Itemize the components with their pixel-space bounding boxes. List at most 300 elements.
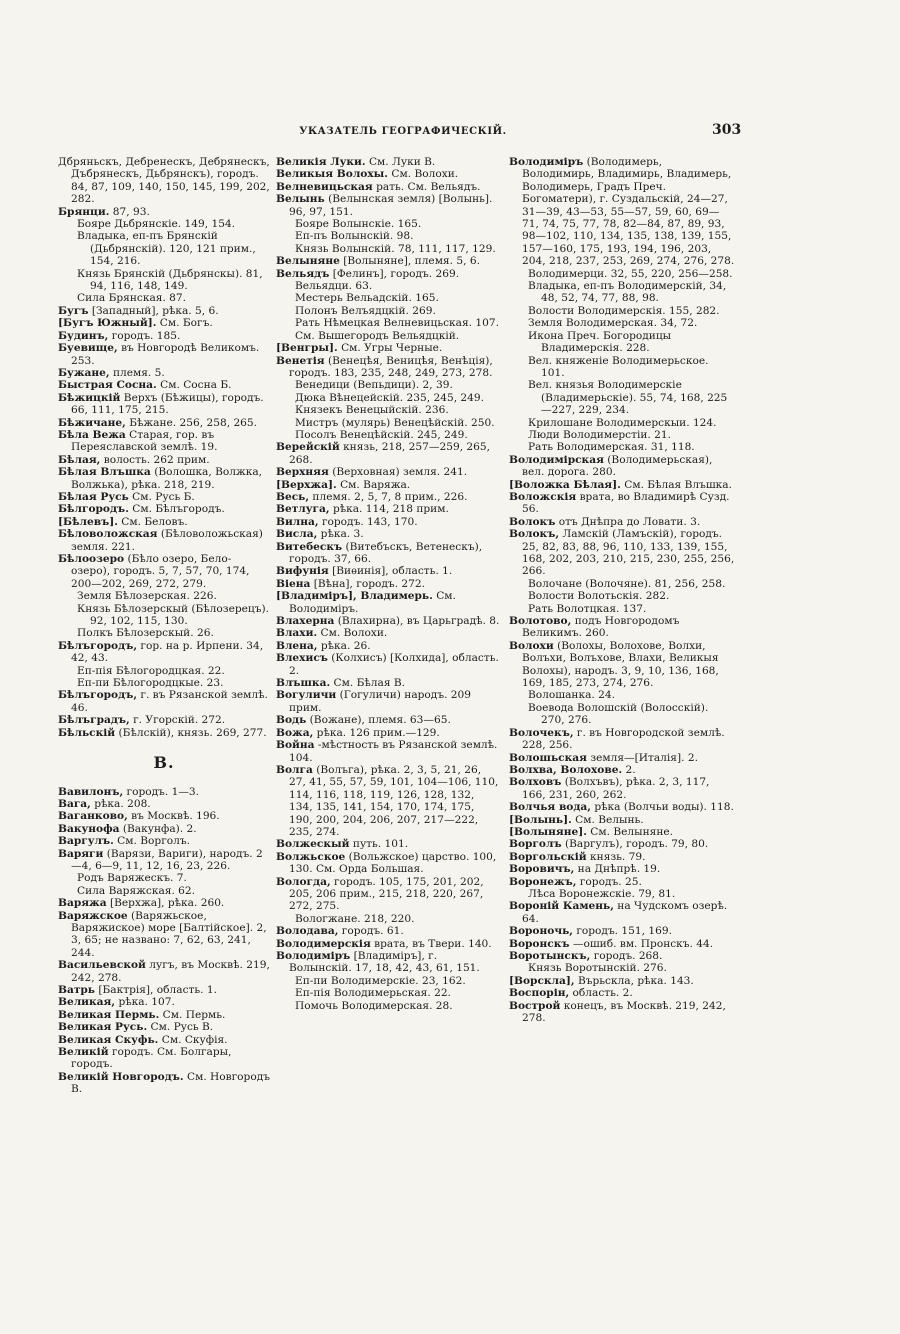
entry-text: См. Сосна Б. [160,379,232,392]
index-entry [509,1000,735,1025]
index-entry [276,714,501,726]
index-subentry [276,292,501,304]
entry-text: См. Волохи. [391,168,459,181]
running-header: УКАЗАТЕЛЬ ГЕОГРАФИЧЕСКІЙ. [299,126,507,137]
entry-text: земля—[Италія]. 2. [590,751,698,764]
index-entry [509,156,735,268]
index-subentry [509,962,735,974]
entry-headword: Волохи [509,639,554,652]
entry-text: См. Бѣлая Влъшка. [624,478,732,491]
index-entry [58,798,270,810]
entry-text: городъ. 143, 170. [321,515,418,528]
entry-text: Вологжане. 218, 220. [295,912,415,925]
entry-text: Икона Преч. Богородицы Владимерскія. 228. [528,329,672,355]
entry-text: Посолъ Венецѣйскій. 245, 249. [295,428,468,441]
index-entry [58,1034,270,1046]
entry-text: Земля Володимерская. 34, 72. [528,317,698,330]
entry-text: (Бѣлскій), князь. 269, 277. [118,726,267,739]
entry-headword: Буевище, [58,342,118,355]
entry-text: —ошиб. вм. Пронскъ. 44. [572,937,714,950]
entry-headword: Вострой [509,999,561,1012]
entry-text: на Днѣпрѣ. 19. [577,863,661,876]
entry-headword: Бѣлгородъ. [58,503,129,516]
index-entry [58,786,270,798]
entry-headword: Волхва, Волохове. [509,763,623,776]
entry-text: См. Варяжа. [340,478,411,491]
entry-headword: Верхняя [276,466,329,479]
entry-text: (Витебъскъ, Ветенескъ), городъ. 37, 66. [289,540,483,565]
entry-text: См. Волохи. [320,627,388,640]
index-subentry [58,627,270,639]
entry-headword: Великыя Волохы. [276,168,388,181]
section-letter: В. [153,753,175,773]
entry-text: г. въ Рязанской землѣ. 46. [71,689,268,714]
entry-text: (Гогуличи) народъ. 209 прим. [289,689,472,714]
entry-headword: Бѣлъгородъ, [58,639,138,652]
index-entry [509,876,735,888]
entry-text: (Волхъвъ), рѣка. 2, 3, 117, 166, 231, 260, 262. [522,776,710,801]
entry-text: г. въ Новгородской землѣ. 228, 256. [522,726,725,752]
index-subentry [276,305,501,317]
index-entry [58,959,270,984]
entry-text: См. Велыняне. [590,825,674,838]
entry-text: Князь Брянскій (Дьбрянскы). 81, 94, 116, 148, 149. [77,267,263,293]
entry-text: рѣка. 114, 218 прим. [332,503,449,516]
entry-headword: Бугъ [58,304,89,317]
entry-text: рѣка. 208. [94,797,151,810]
entry-text: См. Ворголъ. [117,835,190,848]
entry-text: Дбряньскъ, Дебренескъ, Дебрянескъ, Дъбрянескъ, Дьбрянскъ), городъ. 84, 87, 109, 140, 150, 145, 199, 202, 282. [58,156,270,206]
entry-headword: Варяжское [58,909,128,922]
entry-text: См. Беловъ. [121,515,188,528]
entry-text: Еп-пія Бѣлогородцкая. 22. [77,664,225,677]
index-subentry [276,913,501,925]
entry-text: городъ. 185. [111,329,181,342]
entry-text: Еп-пія Володимерьская. 22. [295,987,451,1000]
entry-headword: Великій Новгородъ. [58,1070,184,1083]
entry-text: 2. [625,763,636,776]
entry-headword: Бужане, [58,366,110,379]
index-entry [276,342,501,354]
index-entry [58,429,270,454]
index-subentry [58,677,270,689]
index-entry [509,776,735,801]
entry-headword: Влъшка. [276,677,331,690]
entry-text: городъ. 105, 175, 201, 202, 205, 206 прим., 215, 218, 220, 267, 272, 275. [289,875,484,913]
entry-text: (Волохы, Волохове, Волхи, Волъхи, Волъхове, Влахи, Великыя Волохы), народъ. 3, 9, 10, 136, 168, 169, 185, 273, 274, 276. [522,639,719,690]
index-subentry [58,590,270,602]
index-entry [276,255,501,267]
index-subentry [276,330,501,342]
entry-headword: Волокъ [509,515,556,528]
entry-text: См. Скуфія. [161,1033,228,1046]
entry-text: [Владиміръ], г. Волынскій. 17, 18, 42, 43, 61, 151. [289,950,480,975]
entry-headword: Бѣловоложская [58,528,158,541]
index-entry [276,938,501,950]
entry-text: (Вольжское) царство. 100, 130. См. Орда Большая. [289,850,497,876]
entry-headword: Віена [276,577,311,590]
entry-text: [Бактрія], область. 1. [98,984,218,996]
entry-headword: Волховъ [509,776,562,789]
entry-headword: Венетія [276,354,325,367]
entry-text: подъ Новгородомъ Великимъ. 260. [522,615,680,640]
index-entry [509,752,735,764]
entry-headword: Волокъ, [509,528,560,541]
entry-text: Еп-пи Володимерскіе. 23, 162. [295,974,466,987]
index-entry [58,835,270,847]
entry-text: [Западный], рѣка. 5, 6. [91,304,219,317]
index-entry [58,466,270,491]
entry-text: (Волъга), рѣка. 2, 3, 5, 21, 26, 27, 41, 55, 57, 59, 101, 104—106, 110, 114, 116, 118, 119, 126, 128, 132, 134, 135, 141, 154, 170, 174, 175, 190, 200, 204, 206, 207, 217—222, 235, 274. [289,763,499,838]
entry-headword: Воронежъ, [509,875,577,888]
entry-headword: Брянци. [58,205,110,218]
entry-headword: Вавилонъ, [58,785,124,798]
entry-text: Венедици (Вепьдици). 2, 39. [295,379,453,392]
index-entry [58,367,270,379]
index-column-2 [276,156,501,1012]
entry-text: Бояре Дьбрянскіе. 149, 154. [77,218,236,231]
entry-text: См. Богъ. [159,317,213,330]
entry-text: (Колхисъ) [Колхида], область. 2. [289,652,499,677]
entry-headword: Волотово, [509,615,572,628]
entry-text: Волости Волотьскія. 282. [528,590,670,603]
entry-text: городъ. 61. [341,925,404,938]
index-subentry [276,230,501,242]
index-subentry [276,218,501,230]
entry-headword: Вологда, [276,875,331,888]
entry-headword: Воронскъ [509,937,570,950]
entry-text: Люди Володимерстіи. 21. [528,428,671,441]
index-entry [509,640,735,690]
entry-text: путь. 101. [352,838,409,851]
entry-headword: Воргольскій [509,850,587,863]
index-entry [276,925,501,937]
entry-text: Бѣжане. 256, 258, 265. [129,416,258,429]
entry-text: рѣка. 3. [320,528,364,541]
entry-text: (Велынская земля) [Волынь]. 96, 97, 151. [289,193,493,218]
entry-headword: Бѣлъгородъ, [58,689,138,702]
index-subentry [276,987,501,999]
entry-headword: Бѣльскій [58,726,116,739]
index-entry [58,984,270,996]
entry-text: князь, 218, 257—259, 265, 268. [289,441,491,466]
entry-text: городъ. 25. [579,875,642,888]
entry-headword: Война [276,739,315,752]
entry-headword: Волчья вода, [509,801,591,814]
entry-headword: Великія Луки. [276,156,366,168]
entry-headword: Воротынскъ, [509,950,591,962]
entry-text: См. Велынь. [575,813,644,826]
index-entry [276,578,501,590]
index-entry [58,897,270,909]
index-entry [276,838,501,850]
index-entry [58,417,270,429]
entry-text: -мѣстность въ Рязанской землѣ. 104. [289,739,498,764]
index-entry [276,193,501,218]
entry-text: Лѣса Воронежскіе. 79, 81. [528,887,676,900]
entry-headword: Бѣлъградъ, [58,714,130,727]
entry-text: (Варяжьское, Варяжиское) море [Балтійское]. 2, 3, 65; не названо: 7, 62, 63, 241, 244. [71,909,267,959]
index-subentry [58,872,270,884]
index-entry [276,503,501,515]
entry-headword: Ватрь [58,984,95,996]
index-subentry [509,330,735,355]
entry-headword: Варгулъ. [58,835,114,848]
entry-text: конецъ, въ Москвѣ. 219, 242, 278. [522,999,726,1025]
entry-headword: Волошьская [509,751,587,764]
entry-headword: Бѣлая Русь [58,490,129,503]
entry-text: Воевода Волошскій (Волосскій). 270, 276. [528,701,709,727]
index-entry [58,823,270,835]
index-entry [276,689,501,714]
index-entry [509,938,735,950]
index-entry [509,454,735,479]
index-entry [509,826,735,838]
entry-text: Ламскій (Ламъскій), городъ. 25, 82, 83, 88, 96, 110, 133, 139, 155, 168, 202, 203, 210, 215, 230, 255, 256, 266. [522,528,735,578]
entry-text: отъ Днѣпра до Ловати. 3. [558,515,701,528]
index-entry [58,848,270,873]
index-entry [276,441,501,466]
entry-text: г. Угорскій. 272. [133,714,226,727]
index-entry [58,1021,270,1033]
entry-text: лугъ, въ Москвѣ. 219, 242, 278. [71,959,270,984]
entry-text: Рать Володимерская. 31, 118. [528,441,695,454]
entry-headword: Великій [58,1046,109,1059]
index-entry [509,764,735,776]
index-entry [276,268,501,280]
index-subentry [509,280,735,305]
entry-text: городъ. 1—3. [126,785,200,798]
entry-text: на Чудскомъ озерѣ. 64. [522,900,728,925]
index-entry [509,814,735,826]
entry-text: Рать Волотцкая. 137. [528,602,647,615]
entry-headword: Великая Пермь. [58,1008,160,1021]
entry-headword: Бѣжицкій [58,391,121,404]
entry-text: См. Угры Черные. [341,342,443,355]
entry-text: См. Бѣлая В. [333,677,406,690]
entry-text: врата, во Владимирѣ Сузд. 56. [522,490,730,516]
entry-headword: Володимерскія [276,937,371,950]
entry-text: Полонъ Велъядцкій. 269. [295,304,436,317]
entry-text: Еп-пи Бѣлогородцкые. 23. [77,677,224,690]
entry-headword: Вороній Камень, [509,900,614,913]
entry-headword: Велневицьская [276,180,373,193]
index-subentry [276,379,501,391]
entry-text: Князь Бѣлозерскый (Бѣлозерецъ). 92, 102, 115, 130. [77,602,269,628]
index-entry [276,727,501,739]
index-subentry [58,218,270,230]
entry-headword: Бѣлоозеро [58,553,125,565]
index-subentry [509,355,735,380]
entry-headword: Будинъ, [58,329,109,342]
index-subentry [58,603,270,628]
entry-text: (Влахирна), въ Царьградѣ. 8. [337,615,500,628]
entry-headword: [Верхжа]. [276,478,337,491]
index-subentry [509,268,735,280]
index-entry [509,801,735,813]
index-entry [58,330,270,342]
index-subentry [509,603,735,615]
entry-headword: Воложскія [509,490,577,503]
entry-text: (Володимерьская), вел. дорога. 280. [522,453,713,479]
index-entry [509,727,735,752]
entry-text: городъ. См. Болгары, городъ. [71,1046,232,1071]
index-entry [276,652,501,677]
index-entry [276,181,501,193]
index-subentry [58,885,270,897]
entry-headword: Бѣла Вежа [58,428,126,441]
entry-headword: [Волыняне]. [509,825,587,838]
index-subentry [509,689,735,701]
entry-text: Володимерци. 32, 55, 220, 256—258. [528,267,733,280]
entry-headword: Вогуличи [276,689,337,702]
entry-text: врата, въ Твери. 140. [374,937,492,950]
entry-text: князь. 79. [590,850,646,863]
entry-headword: Влехисъ [276,652,328,665]
entry-text: область. 2. [572,987,633,1000]
index-entry [58,503,270,515]
index-entry [509,838,735,850]
index-entry [509,491,735,516]
entry-headword: Велынь [276,193,325,206]
entry-headword: [Владиміръ], Владимерь. [276,590,433,603]
entry-headword: Ваганково, [58,810,128,823]
entry-text: (Верховная) земля. 241. [332,466,468,479]
entry-headword: Влахерна [276,615,335,628]
index-entry [509,851,735,863]
entry-headword: Волочекъ, [509,726,574,739]
index-entry [276,950,501,975]
entry-headword: Вороночь, [509,925,573,938]
entry-text: Местерь Вельадскій. 165. [295,292,439,305]
entry-headword: Воровичъ, [509,863,575,876]
entry-headword: Бѣлая, [58,453,101,466]
page-number: 303 [712,122,742,138]
entry-text: племя. 2, 5, 7, 8 прим., 226. [312,490,468,503]
entry-headword: [Волынь]. [509,813,572,826]
index-subentry [276,429,501,441]
index-entry [276,677,501,689]
entry-text: Вельядци. 63. [295,280,373,293]
index-column-1 [58,156,270,1096]
index-entry [58,727,270,739]
index-subentry [58,268,270,293]
entry-text: городъ. 268. [593,950,663,962]
index-subentry [58,230,270,267]
entry-text: См. Луки В. [368,156,436,168]
entry-headword: Влахи. [276,627,318,640]
entry-headword: [Бѣлевъ]. [58,515,118,528]
entry-text: рѣка (Волчьи воды). 118. [594,801,734,814]
entry-text: (Вакунфа). 2. [122,822,197,835]
entry-headword: Ворголъ [509,838,562,851]
entry-text: городъ. 151, 169. [576,925,672,938]
entry-text: племя. 5. [112,366,165,379]
entry-text: Земля Бѣлозерская. 226. [77,590,217,603]
index-entry [276,764,501,838]
entry-headword: Водь [276,714,307,727]
entry-headword: Волга [276,763,313,776]
index-entry [58,640,270,665]
entry-text: См. Русь Б. [132,490,195,503]
entry-text: въ Новгородѣ Великомъ. 253. [71,342,260,367]
entry-text: Волочане (Волочяне). 81, 256, 258. [528,577,726,590]
entry-headword: Володиміръ [276,950,351,962]
index-entry [58,1071,270,1096]
entry-headword: Волжьское [276,850,346,863]
index-subentry [509,441,735,453]
entry-headword: Воспорін, [509,987,570,1000]
entry-headword: Велыняне [276,255,340,268]
index-entry [58,392,270,417]
index-entry [58,379,270,391]
entry-text: [Верхжа], рѣка. 260. [110,897,225,910]
index-entry [276,541,501,566]
entry-text: Волошанка. 24. [528,689,616,702]
entry-text: гор. на р. Ирпени. 34, 42, 43. [71,639,264,665]
index-entry [509,863,735,875]
index-entry [276,627,501,639]
entry-text: (Варязи, Вариги), народъ. 2—4, 6—9, 11, 12, 16, 23, 226. [71,847,263,872]
index-entry [509,528,735,578]
index-subentry [58,292,270,304]
entry-text: [Фелинъ], городъ. 269. [332,267,460,280]
entry-text: Старая, гор. въ Переяславской землѣ. 19. [71,428,218,454]
index-subentry [276,392,501,404]
entry-text: Владыка, еп-пъ Брянскій (Дьбрянскій). 120, 121 прим., 154, 216. [77,230,256,268]
index-entry [58,342,270,367]
entry-text: Верхъ (Бѣжицы), городъ. 66, 111, 175, 215. [71,391,264,417]
entry-headword: [Бугъ Южный]. [58,317,157,330]
entry-headword: Великая Русь. [58,1021,148,1034]
entry-text: рѣка. 126 прим.—129. [316,726,440,739]
entry-text: См. Пермь. [162,1008,226,1021]
entry-text: Вел. княженіе Володимерьское. 101. [528,354,709,379]
index-entry [276,479,501,491]
index-entry [276,156,501,168]
index-subentry [276,1000,501,1012]
entry-headword: Верейскій [276,441,340,454]
index-entry [276,355,501,380]
entry-text: (Бѣловоложьская) земля. 221. [71,528,263,553]
entry-headword: Вакунофа [58,822,120,835]
entry-text: Вел. князья Володимерскіе (Владимерьскіе). 55, 74, 168, 225—227, 229, 234. [528,379,728,417]
entry-text: Дюка Вѣнецейскій. 235, 245, 249. [295,391,485,404]
entry-text: (Варгулъ), городъ. 79, 80. [564,838,709,851]
index-subentry [509,702,735,727]
entry-headword: Вага, [58,797,91,810]
index-entry [58,689,270,714]
entry-text: [Вѣна], городъ. 272. [313,577,425,590]
entry-headword: Володава, [276,925,339,938]
entry-headword: [Воложка Бѣлая]. [509,478,621,491]
index-subentry [276,243,501,255]
index-subentry [509,888,735,900]
index-subentry [58,665,270,677]
index-entry [276,590,501,615]
entry-text: Еп-пъ Волынскій. 98. [295,230,414,243]
index-entry [58,910,270,960]
index-entry [276,466,501,478]
index-entry [276,615,501,627]
index-subentry [509,417,735,429]
index-subentry [276,317,501,329]
index-subentry [509,305,735,317]
index-entry [58,810,270,822]
entry-text: Владыка, еп-пъ Володимерскій, 34, 48, 52, 74, 77, 88, 98. [528,280,727,305]
index-entry [58,516,270,528]
index-entry [509,975,735,987]
